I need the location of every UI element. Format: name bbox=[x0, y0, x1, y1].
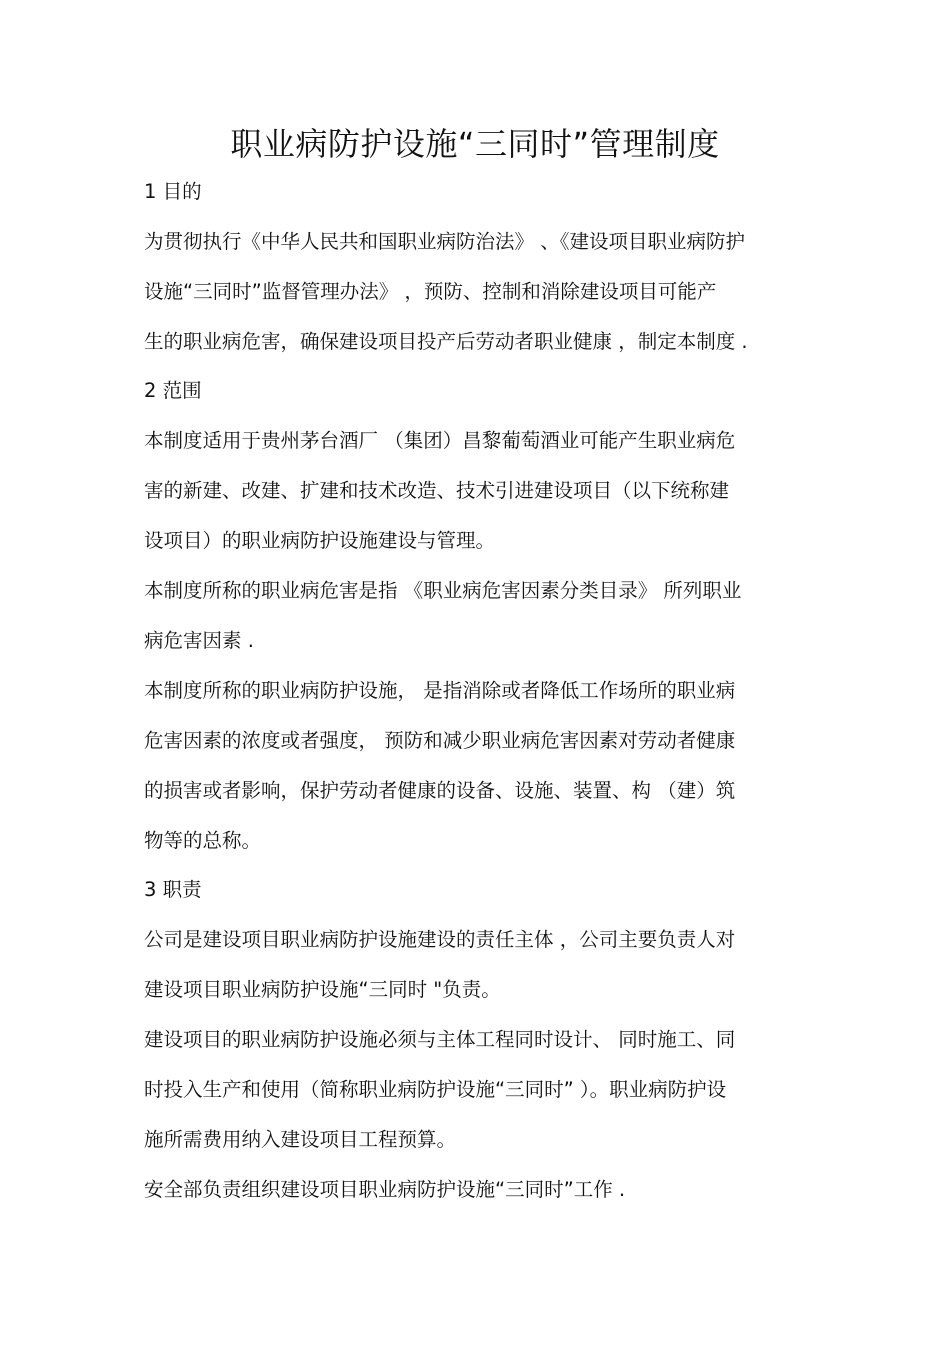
paragraph-line: 害的新建、改建、扩建和技术改造、技术引进建设项目（以下统称建 bbox=[144, 479, 730, 502]
paragraph-line: 为贯彻执行《中华人民共和国职业病防治法》 、《建设项目职业病防护 bbox=[144, 230, 745, 253]
paragraph-line: 时投入生产和使用（简称职业病防护设施“三同时” ）。职业病防护设 bbox=[144, 1078, 727, 1101]
document-title: 职业病防护设施“三同时”管理制度 bbox=[230, 125, 720, 163]
paragraph-line: 设项目）的职业病防护设施建设与管理。 bbox=[144, 529, 496, 552]
paragraph-line: 生的职业病危害，确保建设项目投产后劳动者职业健康 ，制定本制度 . bbox=[144, 330, 748, 353]
paragraph-line: 安全部负责组织建设项目职业病防护设施“三同时”工作 . bbox=[144, 1178, 626, 1201]
section-heading-responsibilities: 3 职责 bbox=[144, 878, 202, 901]
paragraph-line: 物等的总称。 bbox=[144, 829, 262, 852]
paragraph-line: 本制度所称的职业病危害是指 《职业病危害因素分类目录》 所列职业 bbox=[144, 579, 742, 602]
paragraph-line: 设施“三同时”监督管理办法》 ，预防、控制和消除建设项目可能产 bbox=[144, 280, 717, 303]
paragraph-line: 本制度所称的职业病防护设施， 是指消除或者降低工作场所的职业病 bbox=[144, 679, 736, 702]
paragraph-line: 的损害或者影响，保护劳动者健康的设备、设施、装置、构 （建）筑 bbox=[144, 779, 736, 802]
paragraph-line: 施所需费用纳入建设项目工程预算。 bbox=[144, 1128, 457, 1151]
paragraph-line: 危害因素的浓度或者强度， 预防和减少职业病危害因素对劳动者健康 bbox=[144, 729, 736, 752]
section-heading-purpose: 1 目的 bbox=[144, 180, 202, 203]
paragraph-line: 病危害因素 . bbox=[144, 629, 254, 652]
paragraph-line: 本制度适用于贵州茅台酒厂 （集团）昌黎葡萄酒业可能产生职业病危 bbox=[144, 429, 736, 452]
paragraph-line: 公司是建设项目职业病防护设施建设的责任主体 ，公司主要负责人对 bbox=[144, 928, 736, 951]
paragraph-line: 建设项目职业病防护设施“三同时 "负责。 bbox=[144, 978, 501, 1001]
paragraph-line: 建设项目的职业病防护设施必须与主体工程同时设计、 同时施工、同 bbox=[144, 1028, 736, 1051]
section-heading-scope: 2 范围 bbox=[144, 379, 202, 402]
